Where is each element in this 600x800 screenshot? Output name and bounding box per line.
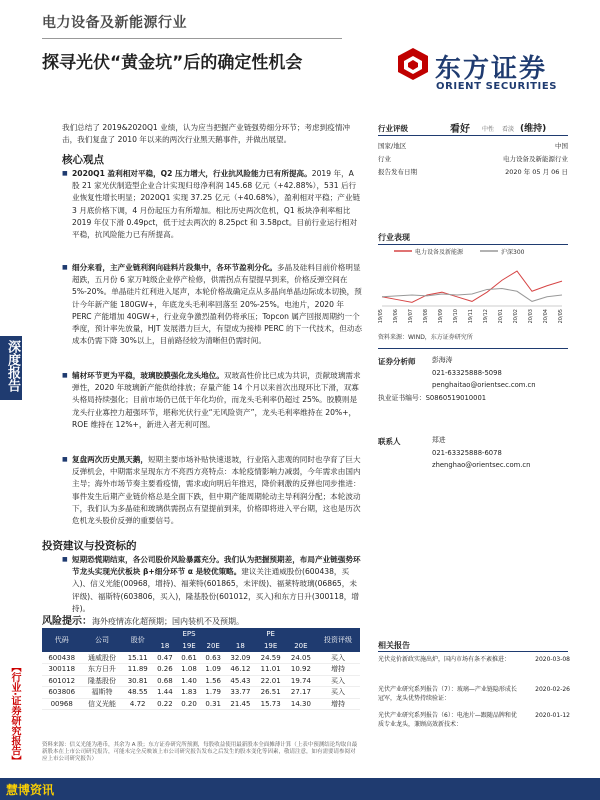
bullet-1-body: 2019 年，A 股 21 家光伏制造型企业合计实现归母净利润 145.68 亿元（+42.88%），531 后行业恢复性增长明显；2020Q1 实现 37.25 亿元（+40.68%），盈利相对平稳；产业链 3 月底价格下调，4 月份起压力有所增加。相比历史两次危机，Q1 板块净利率相比 2019 年仅下滑 0.49pct，低于过去两次的 8.25pct 和 3.58pct。目前行业运行相对平稳，抗风险能力已有所提高。 xyxy=(72,169,361,240)
table-cell: 11.01 xyxy=(256,664,286,676)
x-tick-label: 19/08 xyxy=(423,309,429,324)
orient-logo-icon xyxy=(396,46,430,94)
invest-bullet xyxy=(62,554,362,615)
kv-region xyxy=(378,141,568,152)
table-cell: 26.51 xyxy=(256,687,286,699)
table-cell: 买入 xyxy=(316,675,360,687)
risk-warning xyxy=(42,612,244,627)
kv-industry-value: 电力设备及新能源行业 xyxy=(503,155,568,163)
performance-title: 行业表现 xyxy=(378,232,568,245)
col-rating: 投资评级 xyxy=(316,628,360,652)
invest-heading: 投资建议与投资标的 xyxy=(42,540,137,552)
table-cell: 0.22 xyxy=(153,698,177,710)
x-tick-label: 20/05 xyxy=(558,309,564,324)
table-cell: 4.72 xyxy=(123,698,153,710)
table-cell: 14.30 xyxy=(286,698,316,710)
x-tick-label: 19/09 xyxy=(438,309,444,324)
table-cell: 15.73 xyxy=(256,698,286,710)
related-report-1-date: 2020-03-08 xyxy=(535,656,570,663)
x-tick-label: 20/01 xyxy=(498,309,504,324)
table-cell: 0.31 xyxy=(201,698,225,710)
analyst-cert: 执业证书编号：S0860519010001 xyxy=(378,394,487,402)
table-cell: 11.89 xyxy=(123,664,153,676)
table-cell: 22.01 xyxy=(256,675,286,687)
legend-label: 电力设备及新能源 xyxy=(415,249,464,256)
report-type-label: 深度报告 xyxy=(5,340,20,392)
col-code: 代码 xyxy=(42,628,81,652)
table-cell: 增持 xyxy=(316,664,360,676)
table-cell: 1.08 xyxy=(177,664,201,676)
bullet-3-lead: 辅材环节更为平稳，玻璃胶膜强化龙头地位。 xyxy=(72,371,224,380)
table-cell: 45.43 xyxy=(225,675,255,687)
table-row xyxy=(42,664,360,676)
rating-mid: 中性 xyxy=(482,126,495,133)
related-report-2[interactable] xyxy=(378,686,570,703)
related-report-1[interactable] xyxy=(378,656,570,665)
table-cell: 福斯特 xyxy=(81,687,122,699)
table-cell: 27.17 xyxy=(286,687,316,699)
table-row xyxy=(42,698,360,710)
report-category-label: 【行业·证券研究报告】 xyxy=(9,662,20,766)
table-cell: 300118 xyxy=(42,664,81,676)
table-cell: 30.81 xyxy=(123,675,153,687)
table-cell: 0.61 xyxy=(177,652,201,664)
col-eps-18: 18 xyxy=(153,640,177,652)
table-cell: 1.83 xyxy=(177,687,201,699)
table-cell: 买入 xyxy=(316,652,360,664)
legend-label: 沪深300 xyxy=(501,249,525,256)
kv-industry xyxy=(378,154,568,165)
core-bullet-2 xyxy=(62,262,362,347)
related-report-1-title: 光伏竞价新政实施出炉，国内市场有条不紊推进： xyxy=(378,656,511,663)
table-cell: 00968 xyxy=(42,698,81,710)
bottom-brand: 慧博资讯 xyxy=(6,783,55,797)
core-bullet-4 xyxy=(62,454,362,527)
kv-region-value: 中国 xyxy=(555,142,568,150)
table-note: 资料来源：信义光能为港币，其余为 A 股；东方证券研究所预测，每股收益使用最新股本全面摊薄计算（上表中预测结论均取自最新股本在上市公司研究报告，可能未完全反映该上市公司研究报告发布之后发生的股本变化等因素，敬请注意，如有需要请参阅对应上市公司研究报告） xyxy=(42,742,358,762)
kv-date-value: 2020 年 05 月 06 日 xyxy=(505,168,568,176)
logo-chinese: 东方证券 xyxy=(435,54,548,84)
related-report-2-title: 光伏产业研究系列报告（7）：玻璃—产业链隐形成长冠军，龙头优势持续验证： xyxy=(378,686,517,702)
bullet-4-body: 短期主要市场补贴快速退坡，行业陷入悲观的同时也孕育了巨大反弹机会，中期需求呈现东方不亮西方亮特点：本轮疫情影响力减弱，今年需求由国内主导；海外市场节奏主要看疫情，需求或向明后年推迟，降价刺激的反弹也同步推进：事件发生后期产业链价格总是全面下跌，但中期产能周期轮动主导利润分配；本轮波动下，我们认为多晶硅和玻璃供需拐点有望提前到来，价格即将进入平台期，这也是历次危机龙头股价反弹的重要信号。 xyxy=(72,455,361,526)
x-tick-label: 19/10 xyxy=(453,309,459,324)
bullet-1-lead: 2020Q1 盈利相对平稳，Q2 压力增大，行业抗风险能力已有所提高。 xyxy=(72,169,312,178)
bullet-2-lead: 细分来看，主产业链利润向硅料片段集中，各环节盈利分化。 xyxy=(72,263,278,272)
table-cell: 46.12 xyxy=(225,664,255,676)
related-divider xyxy=(378,651,568,652)
col-eps-19e: 19E xyxy=(177,640,201,652)
table-cell: 1.09 xyxy=(201,664,225,676)
table-cell: 19.74 xyxy=(286,675,316,687)
analyst-name: 彭海涛 xyxy=(432,356,453,364)
table-cell: 601012 xyxy=(42,675,81,687)
x-tick-label: 20/04 xyxy=(543,309,549,324)
invest-body: 建议关注通威股份(600438，买入)、信义光能(00968，增持)、福莱特(601865，未评级)、福莱特玻璃(06865，未评级)、福斯特(603806，买入)，隆基股份(601012，买入)和东方日升(300118，增持)。 xyxy=(72,567,359,613)
table-cell: 48.55 xyxy=(123,687,153,699)
kv-industry-key: 行业 xyxy=(378,155,391,163)
col-pe-18: 18 xyxy=(225,640,255,652)
contact-phone: 021-63325888-6078 xyxy=(432,448,502,457)
kv-date xyxy=(378,167,568,178)
intro-paragraph: 我们总结了 2019&2020Q1 业绩，认为应当把握产业链强势细分环节；考虑到疫情冲击，我们复盘了 2010 年以来的两次行业黑天鹅事件，并做出展望。 xyxy=(62,123,351,144)
table-cell: 1.56 xyxy=(201,675,225,687)
risk-label: 风险提示： xyxy=(42,616,92,627)
contact-email[interactable]: zhenghao@orientsec.com.cn xyxy=(432,461,531,469)
core-views-heading: 核心观点 xyxy=(62,154,104,166)
table-cell: 1.44 xyxy=(153,687,177,699)
analyst-label: 证券分析师 xyxy=(378,357,416,366)
table-cell: 隆基股份 xyxy=(81,675,122,687)
table-header-row xyxy=(42,628,360,640)
col-pe-20e: 20E xyxy=(286,640,316,652)
related-reports-title: 相关报告 xyxy=(378,641,410,650)
table-cell: 0.68 xyxy=(153,675,177,687)
analyst-divider xyxy=(378,348,568,349)
analyst-email[interactable]: penghaitao@orientsec.com.cn xyxy=(432,381,536,389)
bullet-3-body: 双玻高性价比已成为共识，贡献玻璃需求弹性，2020 年玻璃新产能供给排放；存量产能 14 个月以来首次出现环比下滑，双寡头格局持续强化；目前市场仍已低于年化均价，而龙头毛利率仍超过 25%。胶膜则是龙头行业寡控力超强环节，堪称光伏行业“无风险资产”，龙头毛利率维持在 20%+，ROE 维持在 12%+，新进入者无利可图。 xyxy=(72,371,361,429)
x-tick-label: 20/02 xyxy=(513,309,519,324)
table-cell: 15.11 xyxy=(123,652,153,664)
table-cell: 10.92 xyxy=(286,664,316,676)
x-tick-label: 19/07 xyxy=(408,309,414,324)
header-divider xyxy=(42,38,342,39)
table-cell: 1.79 xyxy=(201,687,225,699)
table-cell: 600438 xyxy=(42,652,81,664)
table-cell: 增持 xyxy=(316,698,360,710)
x-tick-label: 20/03 xyxy=(528,309,534,324)
table-cell: 603806 xyxy=(42,687,81,699)
contact-name: 郑进 xyxy=(432,436,446,444)
table-cell: 买入 xyxy=(316,687,360,699)
kv-date-key: 报告发布日期 xyxy=(378,168,417,176)
related-report-3[interactable] xyxy=(378,712,570,729)
table-row xyxy=(42,652,360,664)
rating-status: (维持) xyxy=(520,124,547,134)
table-row xyxy=(42,675,360,687)
col-price: 股价 xyxy=(123,628,153,652)
table-cell: 21.45 xyxy=(225,698,255,710)
col-eps-20e: 20E xyxy=(201,640,225,652)
table-cell: 通威股份 xyxy=(81,652,122,664)
table-row xyxy=(42,687,360,699)
analyst-phone: 021-63325888-5098 xyxy=(432,368,502,377)
rating-value: 看好 xyxy=(450,124,470,135)
risk-text: 海外疫情冻化超预期；国内装机不及预期。 xyxy=(92,617,244,626)
bullet-4-lead: 复盘两次历史黑天鹅， xyxy=(72,455,148,464)
x-tick-label: 19/11 xyxy=(468,309,474,324)
rating-label: 行业评级 xyxy=(378,124,408,133)
analyst-block xyxy=(432,354,536,392)
kv-region-key: 国家/地区 xyxy=(378,142,407,150)
logo-english: ORIENT SECURITIES xyxy=(436,81,558,92)
contact-block xyxy=(432,434,530,472)
x-tick-label: 19/06 xyxy=(393,309,399,324)
table-cell: 0.47 xyxy=(153,652,177,664)
report-section-title: 电力设备及新能源行业 xyxy=(42,15,187,31)
x-tick-label: 19/12 xyxy=(483,309,489,324)
table-cell: 东方日升 xyxy=(81,664,122,676)
valuation-table xyxy=(42,628,360,710)
related-report-2-date: 2020-02-26 xyxy=(535,686,570,693)
table-cell: 32.09 xyxy=(225,652,255,664)
table-cell: 33.77 xyxy=(225,687,255,699)
table-cell: 24.05 xyxy=(286,652,316,664)
table-cell: 0.63 xyxy=(201,652,225,664)
series-line xyxy=(382,271,562,302)
table-cell: 0.20 xyxy=(177,698,201,710)
bullet-2-body: 多晶及硅料目前价格明显超跌，五月份 6 家万吨级企业停产检修，供需拐点有望提早到来，价格反弹空间在 5%-20%。单晶硅片红利进入尾声，本轮价格战确定点从多晶向单晶边际成本切换，预计今年新产能 180GW+，年底龙头毛利率回落至 20%-25%。电池片，2020 年 PERC 产能增加 40GW+，行业竞争激烈盈利仍将承压；Topcon 属产回报周期约一个季度，预计率先放量，HJT 发展潜力巨大，有望成为接棒 PERC 的下一代技术，但动态成本仍需下降 30%以上，目前路径较为清晰但仍需时间。 xyxy=(72,263,362,346)
col-company: 公司 xyxy=(81,628,122,652)
table-cell: 0.26 xyxy=(153,664,177,676)
rating-low: 看淡 xyxy=(502,126,515,133)
bottom-bar xyxy=(0,778,600,800)
core-bullet-1 xyxy=(62,168,362,241)
core-bullet-3 xyxy=(62,370,362,431)
related-report-3-date: 2020-01-12 xyxy=(535,712,570,719)
contact-label: 联系人 xyxy=(378,437,401,446)
table-cell: 1.40 xyxy=(177,675,201,687)
col-pe: PE xyxy=(225,628,316,640)
performance-chart-svg xyxy=(378,246,568,328)
table-cell: 24.59 xyxy=(256,652,286,664)
related-report-3-title: 光伏产业研究系列报告（6）：电池片—跟随品牌和优质专业龙头，兼顾高效新技术： xyxy=(378,712,517,728)
col-eps: EPS xyxy=(153,628,225,640)
rating-row xyxy=(378,122,568,136)
x-tick-label: 19/05 xyxy=(378,309,384,324)
performance-chart xyxy=(378,246,568,328)
col-pe-19e: 19E xyxy=(256,640,286,652)
table-cell: 信义光能 xyxy=(81,698,122,710)
invest-lead: 短期恐慌期结束，各公司股价风险暴露充分。我们认为把握预期差，布局产业链强势环节龙头实现光伏板块 β+细分环节 α 是较优策略。 xyxy=(72,555,361,577)
document-title: 探寻光伏“黄金坑”后的确定性机会 xyxy=(42,53,303,73)
chart-source: 资料来源：WIND，东方证券研究所 xyxy=(378,334,473,341)
